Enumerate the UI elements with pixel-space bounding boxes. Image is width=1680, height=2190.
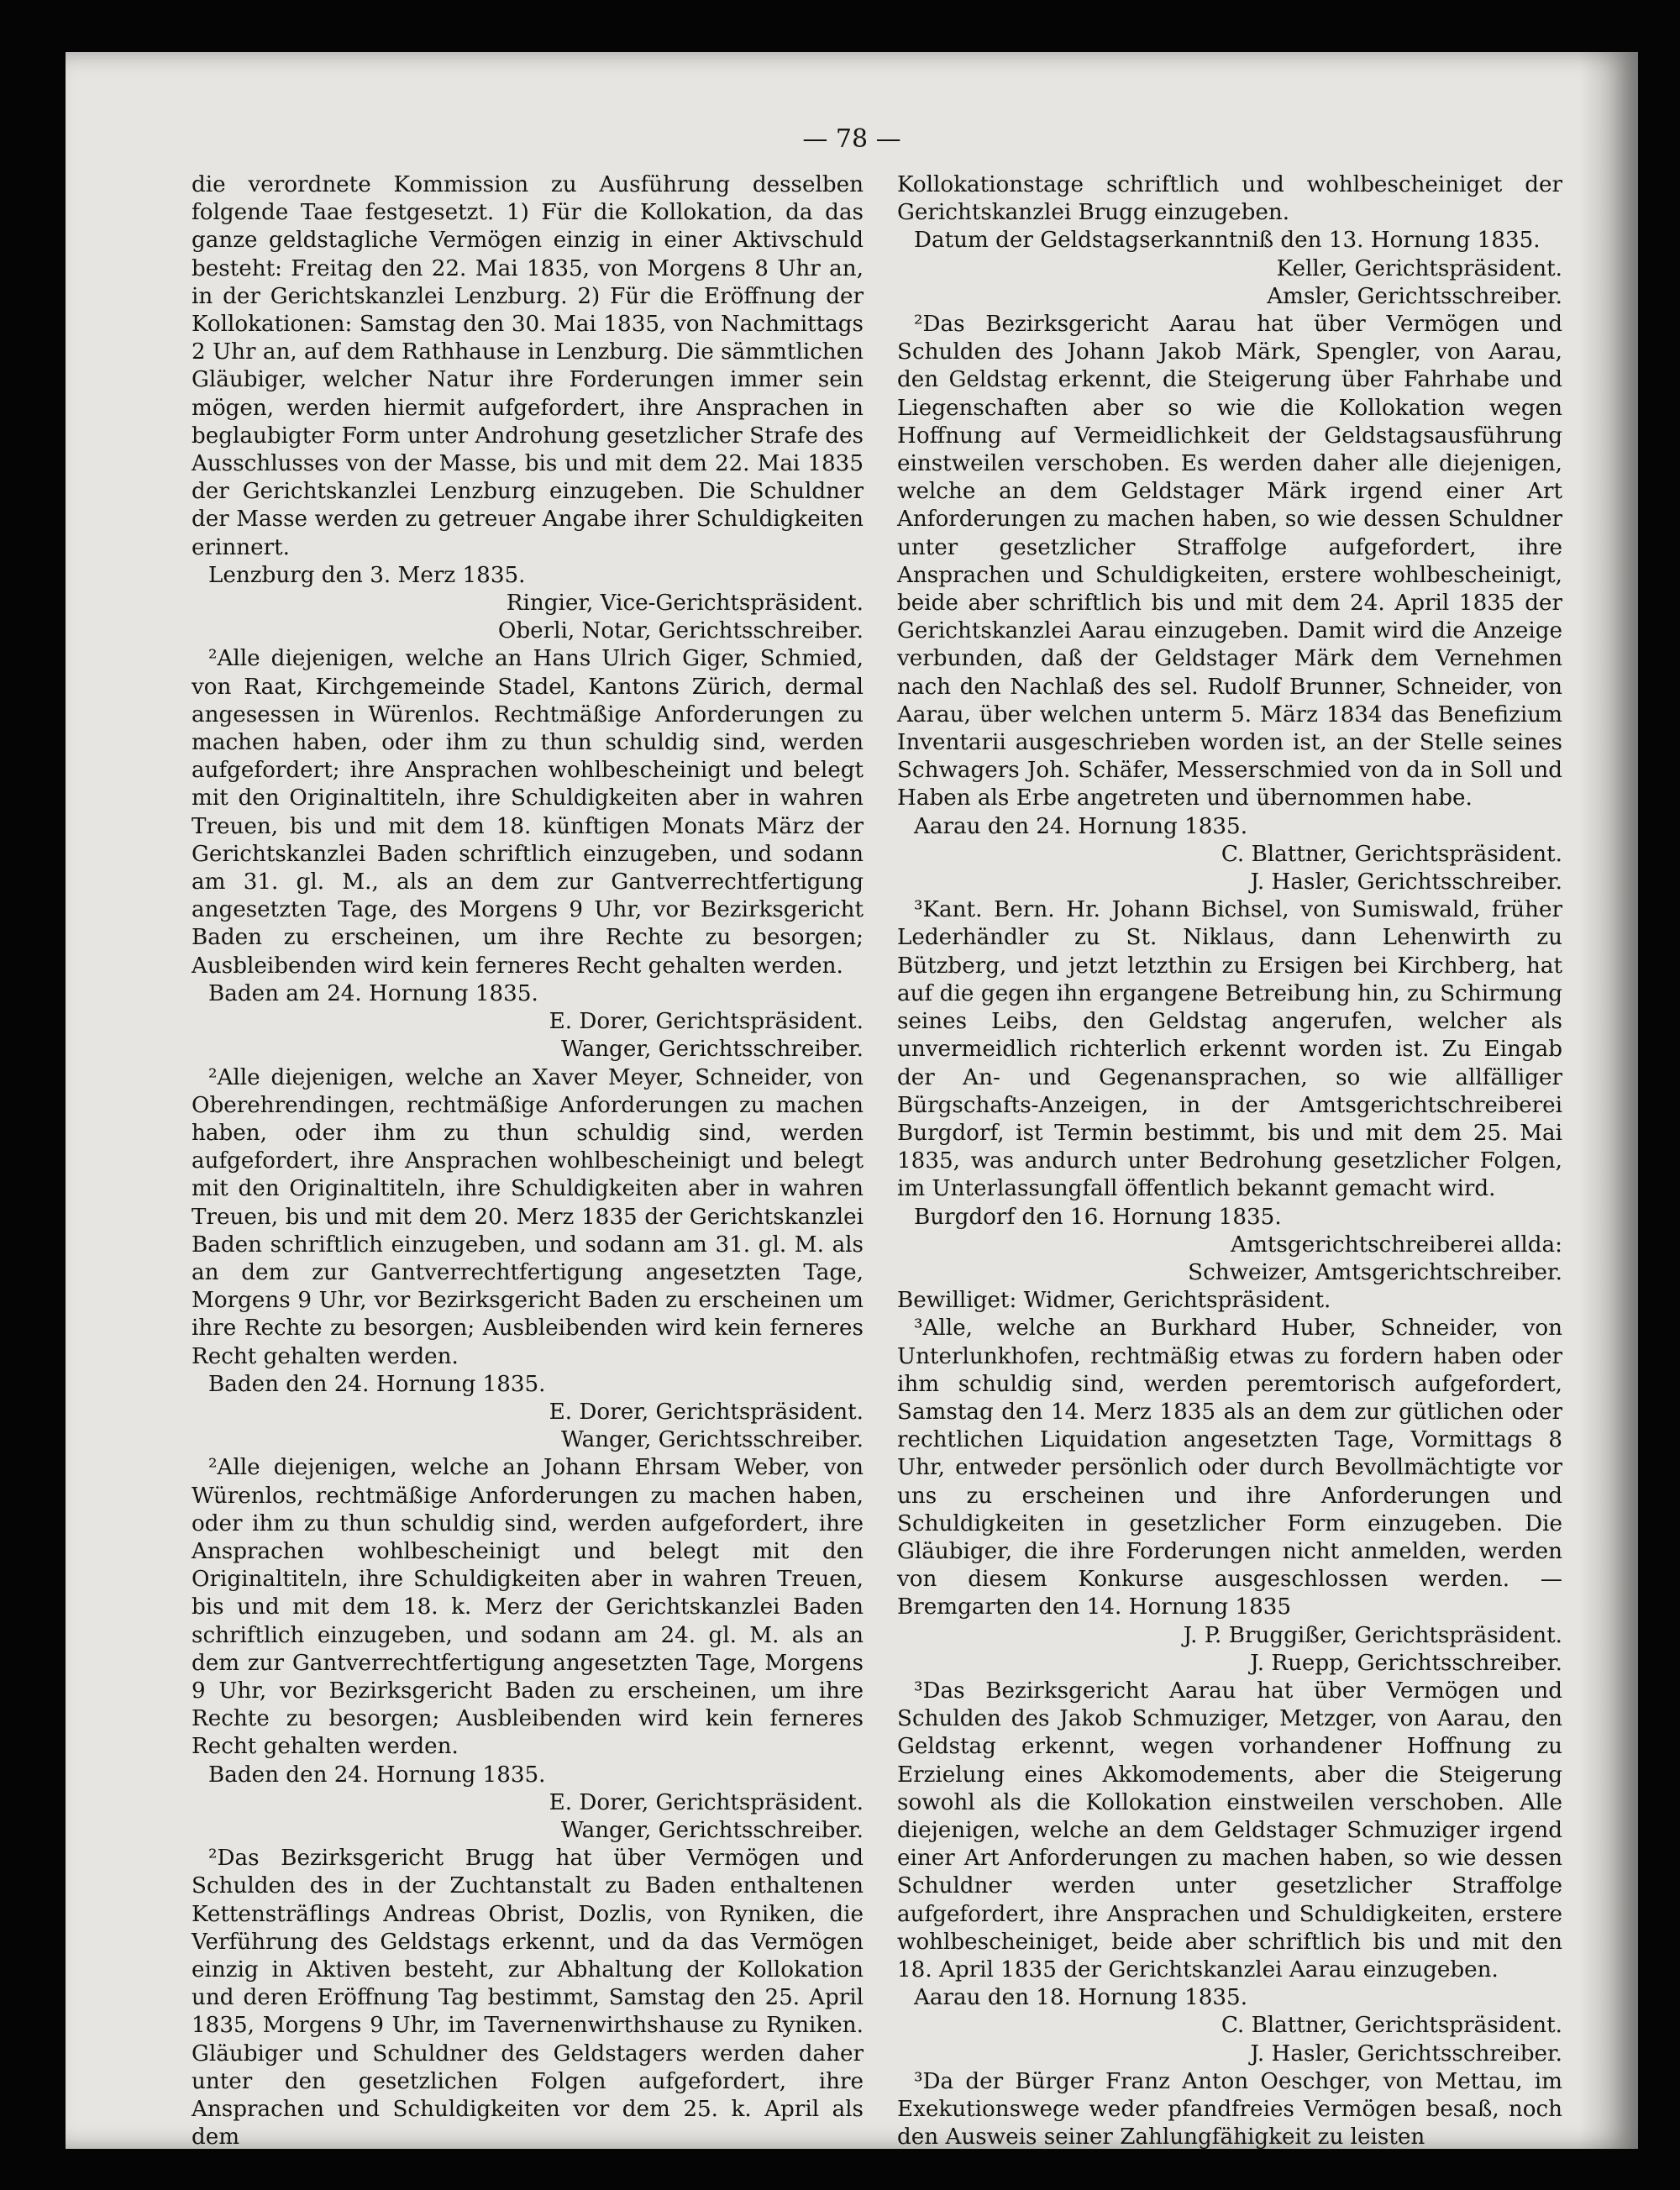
- notice-date: Burgdorf den 16. Hornung 1835.: [914, 1204, 1282, 1230]
- notice-date: Baden den 24. Hornung 1835.: [208, 1371, 546, 1397]
- notice-paragraph: ³Das Bezirksgericht Aarau hat über Vermögen und Schulden des Jakob Schmuziger, Metzger, von Aarau, den Geldstag erkennt, wegen vorhandener Hoffnung zu Erzielung eines Akkomodements, aber die Steigerung sowohl als die Kollokation einstweilen verschoben. Alle diejenigen, welche an dem Geldstager Schmuziger irgend einer Art Anforderungen zu machen haben, so wie dessen Schuldner werden unter gesetzlicher Straffolge aufgefordert, ihre Ansprachen und Schuldigkeiten, erstere wohlbescheiniget, beide aber schriftlich bis und mit den 18. April 1835 der Gerichtskanzlei Aarau einzugeben.: [897, 1678, 1562, 1983]
- notice-date: Baden den 24. Hornung 1835.: [208, 1762, 546, 1788]
- notice-date: Aarau den 24. Hornung 1835.: [914, 813, 1248, 839]
- newspaper-page: [66, 52, 1638, 2149]
- notice-signature: Oberli, Notar, Gerichtsschreiber.: [497, 618, 864, 644]
- notice-paragraph: ²Das Bezirksgericht Brugg hat über Vermögen und Schulden des in der Zuchtanstalt zu Baden enthaltenen Kettensträflings Andreas Obrist, Dozlis, von Ryniken, die Verführung des Geldstags erkennt, und da das Vermögen einzig in Aktiven besteht, zur Abhaltung der Kollokation und deren Eröffnung Tag bestimmt, Samstag den 25. April 1835, Morgens 9 Uhr, im Tavernenwirthshause zu Ryniken. Gläubiger und Schuldner des Geldstagers werden daher unter den gesetzlichen Folgen aufgefordert, ihre Ansprachen und Schuldigkeiten vor dem 25. k. April als dem: [192, 1846, 864, 2149]
- notice-paragraph: die verordnete Kommission zu Ausführung desselben folgende Taae festgesetzt. 1) Für die Kollokation, da das ganze geldstagliche Vermögen einzig in einer Aktivschuld besteht: Freitag den 22. Mai 1835, von Morgens 8 Uhr an, in der Gerichtskanzlei Lenzburg. 2) Für die Eröffnung der Kollokationen: Samstag den 30. Mai 1835, von Nachmittags 2 Uhr an, auf dem Rathhause in Lenzburg. Die sämmtlichen Gläubiger, welcher Natur ihre Forderungen immer sein mögen, werden hiermit aufgefordert, ihre Ansprachen in beglaubigter Form unter Androhung gesetzlicher Strafe des Ausschlusses von der Masse, bis und mit dem 22. Mai 1835 der Gerichtskanzlei Lenzburg einzugeben. Die Schuldner der Masse werden zu getreuer Angabe ihrer Schuldigkeiten erinnert.: [192, 172, 864, 560]
- notice-paragraph: ²Alle diejenigen, welche an Hans Ulrich Giger, Schmied, von Raat, Kirchgemeinde Stadel, Kantons Zürich, dermal angesessen in Würenlos. Rechtmäßige Anforderungen zu machen haben, oder ihm zu thun schuldig sind, werden aufgefordert; ihre Ansprachen wohlbescheinigt und belegt mit den Originaltiteln, ihre Schuldigkeiten aber in wahren Treuen, bis und mit dem 18. künftigen Monats März der Gerichtskanzlei Baden schriftlich einzugeben, und sodann am 31. gl. M., als an dem zur Gantverrechtfertigung angesetzten Tage, des Morgens 9 Uhr, vor Bezirksgericht Baden zu erscheinen, um ihre Rechte zu besorgen; Ausbleibenden wird kein ferneres Recht gehalten werden.: [192, 646, 864, 979]
- notice-signature: E. Dorer, Gerichtspräsident.: [549, 1789, 864, 1815]
- notice-signature: J. Ruepp, Gerichtsschreiber.: [1250, 1650, 1562, 1676]
- notice-date: Lenzburg den 3. Merz 1835.: [208, 562, 526, 588]
- notice-paragraph: Kollokationstage schriftlich und wohlbescheiniget der Gerichtskanzlei Brugg einzugeben.: [897, 172, 1562, 226]
- notice-signature: Schweizer, Amtsgerichtschreiber.: [1188, 1259, 1562, 1285]
- notice-signature: E. Dorer, Gerichtspräsident.: [549, 1009, 864, 1035]
- notice-date: Aarau den 18. Hornung 1835.: [914, 1985, 1248, 2011]
- page-gutter-shadow: [1579, 52, 1638, 2149]
- right-column: [897, 171, 1562, 2149]
- notice-signature: Amtsgerichtschreiberei allda:: [1231, 1232, 1562, 1258]
- notice-signature: Wanger, Gerichtsschreiber.: [560, 1817, 864, 1843]
- notice-signature: J. P. Bruggißer, Gerichtspräsident.: [1183, 1622, 1562, 1648]
- notice-paragraph: ³Alle, welche an Burkhard Huber, Schneider, von Unterlunkhofen, rechtmäßig etwas zu fordern haben oder ihm schuldig sind, werden peremtorisch aufgefordert, Samstag den 14. Merz 1835 als an dem zur gütlichen oder rechtlichen Liquidation angesetzten Tage, Vormittags 8 Uhr, entweder persönlich oder durch Bevollmächtigte vor uns zu erscheinen und ihre Anforderungen und Schuldigkeiten in gesetzlicher Form einzugeben. Die Gläubiger, die ihre Forderungen nicht anmelden, werden von diesem Konkurse ausgeschlossen werden. — Bremgarten den 14. Hornung 1835: [897, 1316, 1562, 1620]
- notice-signature: E. Dorer, Gerichtspräsident.: [549, 1399, 864, 1425]
- notice-signature: Wanger, Gerichtsschreiber.: [560, 1427, 864, 1453]
- notice-paragraph: ²Alle diejenigen, welche an Xaver Meyer, Schneider, von Oberehrendingen, rechtmäßige Anforderungen zu machen haben, oder ihm zu thun schuldig sind, werden aufgefordert, ihre Ansprachen wohlbescheinigt und belegt mit den Originaltiteln, ihre Schuldigkeiten aber in wahren Treuen, bis und mit dem 20. Merz 1835 der Gerichtskanzlei Baden schriftlich einzugeben, und sodann am 31. gl. M. als an dem zur Gantverrechtfertigung angesetzten Tage, Morgens 9 Uhr, vor Bezirksgericht Baden zu erscheinen um ihre Rechte zu besorgen; Ausbleibenden wird kein ferneres Recht gehalten werden.: [192, 1064, 864, 1369]
- notice-paragraph: ²Das Bezirksgericht Aarau hat über Vermögen und Schulden des Johann Jakob Märk, Spengler, von Aarau, den Geldstag erkennt, die Steigerung über Fahrhabe und Liegenschaften aber so wie die Kollokation wegen Hoffnung auf Vermeidlichkeit der Geldstagsausführung einstweilen verschoben. Es werden daher alle diejenigen, welche an dem Geldstager Märk irgend einer Art Anforderungen zu machen haben, so wie dessen Schuldner unter gesetzlicher Straffolge aufgefordert, ihre Ansprachen und Schuldigkeiten, erstere wohlbescheinigt, beide aber schriftlich bis und mit dem 24. April 1835 der Gerichtskanzlei Aarau einzugeben. Damit wird die Anzeige verbunden, daß der Geldstager Märk dem Vernehmen nach den Nachlaß des sel. Rudolf Brunner, Schneider, von Aarau, über welchen unterm 5. März 1834 das Benefizium Inventarii ausgeschrieben worden ist, an der Stelle seines Schwagers Joh. Schäfer, Messerschmied von da in Soll und Haben als Erbe angetreten und übernommen habe.: [897, 312, 1562, 811]
- notice-signature: J. Hasler, Gerichtsschreiber.: [1250, 869, 1562, 895]
- notice-line: Bewilliget: Widmer, Gerichtspräsident.: [897, 1288, 1331, 1314]
- notice-paragraph: ²Alle diejenigen, welche an Johann Ehrsam Weber, von Würenlos, rechtmäßige Anforderungen zu machen haben, oder ihm zu thun schuldig sind, werden aufgefordert, ihre Ansprachen wohlbescheinigt und belegt mit den Originaltiteln, ihre Schuldigkeiten aber in wahren Treuen, bis und mit dem 18. k. Merz der Gerichtskanzlei Baden schriftlich einzugeben, und sodann am 24. gl. M. als an dem zur Gantverrechtfertigung angesetzten Tage, Morgens 9 Uhr, vor Bezirksgericht Baden zu erscheinen, um ihre Rechte zu besorgen; Ausbleibenden wird kein ferneres Recht gehalten werden.: [192, 1455, 864, 1760]
- notice-paragraph: ³Da der Bürger Franz Anton Oeschger, von Mettau, im Exekutionswege weder pfandfreies Vermögen besaß, noch den Ausweis seiner Zahlungfähigkeit zu leisten: [897, 2068, 1562, 2149]
- left-column: [192, 171, 864, 2149]
- notice-signature: Amsler, Gerichtsschreiber.: [1267, 283, 1562, 309]
- notice-date: Datum der Geldstagserkanntniß den 13. Hornung 1835.: [914, 228, 1541, 254]
- notice-date: Baden am 24. Hornung 1835.: [208, 980, 538, 1006]
- notice-signature: Wanger, Gerichtsschreiber.: [560, 1037, 864, 1063]
- notice-signature: J. Hasler, Gerichtsschreiber.: [1250, 2040, 1562, 2067]
- page-number: — 78 —: [802, 124, 901, 154]
- notice-signature: C. Blattner, Gerichtspräsident.: [1221, 841, 1562, 867]
- notice-paragraph: ³Kant. Bern. Hr. Johann Bichsel, von Sumiswald, früher Lederhändler zu St. Niklaus, dann Lehenwirth zu Bützberg, und jetzt letzthin zu Ersigen bei Kirchberg, hat auf die gegen ihn ergangene Betreibung hin, zu Schirmung seines Leibs, den Geldstag angerufen, welcher als unvermeidlich richterlich erkennt worden ist. Zu Eingab der An- und Gegenansprachen, so wie allfälliger Bürgschafts-Anzeigen, in der Amtsgerichtschreiberei Burgdorf, ist Termin bestimmt, bis und mit dem 25. Mai 1835, was andurch unter Bedrohung gesetzlicher Folgen, im Unterlassungfall öffentlich bekannt gemacht wird.: [897, 897, 1562, 1202]
- notice-signature: Ringier, Vice-Gerichtspräsident.: [506, 591, 864, 617]
- notice-signature: C. Blattner, Gerichtspräsident.: [1221, 2013, 1562, 2039]
- notice-signature: Keller, Gerichtspräsident.: [1276, 255, 1562, 281]
